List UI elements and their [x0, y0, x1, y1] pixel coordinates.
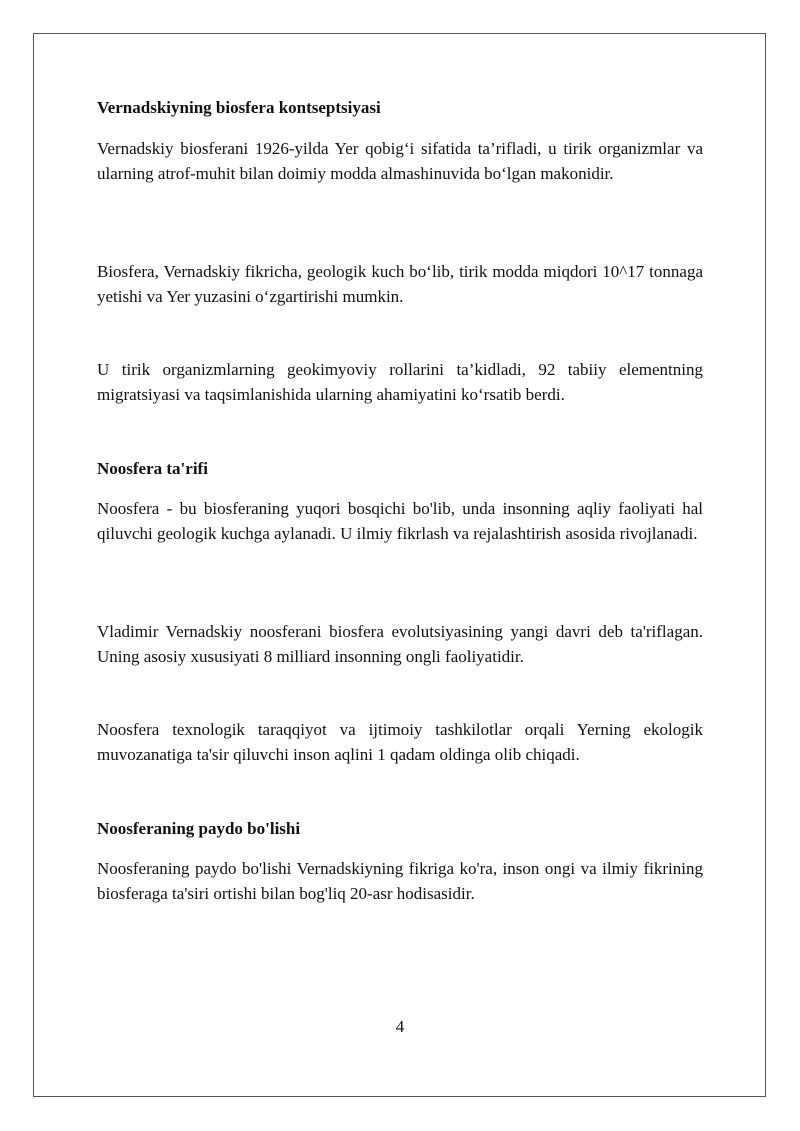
paragraph: U tirik organizmlarning geokimyoviy rollarini ta’kidladi, 92 tabiiy elementning migratsiyasi va taqsimlanishida ularning ahamiyatini ko‘rsatib berdi. [97, 360, 703, 404]
section-heading-noosferaning-paydo-bolishi: Noosferaning paydo bo'lishi [97, 819, 301, 838]
section-heading-biosfera-kontseptsiyasi: Vernadskiyning biosfera kontseptsiyasi [97, 98, 381, 117]
paragraph: Noosfera - bu biosferaning yuqori bosqichi bo'lib, unda insonning aqliy faoliyati hal qiluvchi geologik kuchga aylanadi. U ilmiy fikrlash va rejalashtirish asosida rivojlanadi. [97, 499, 703, 543]
paragraph: Vernadskiy biosferani 1926-yilda Yer qobig‘i sifatida ta’rifladi, u tirik organizmlar va ularning atrof-muhit bilan doimiy modda almashinuvida bo‘lgan makonidir. [97, 139, 703, 183]
paragraph: Noosfera texnologik taraqqiyot va ijtimoiy tashkilotlar orqali Yerning ekologik muvozanatiga ta'sir qiluvchi inson aqlini 1 qadam oldinga olib chiqadi. [97, 720, 703, 764]
page-number: 4 [395, 1017, 405, 1036]
page-border [33, 33, 766, 1097]
paragraph: Vladimir Vernadskiy noosferani biosfera evolutsiyasining yangi davri deb ta'riflagan. Uning asosiy xususiyati 8 milliard insonning ongli faoliyatidir. [97, 622, 703, 666]
paragraph: Biosfera, Vernadskiy fikricha, geologik kuch bo‘lib, tirik modda miqdori 10^17 tonnaga yetishi va Yer yuzasini o‘zgartirishi mumkin. [97, 262, 703, 306]
paragraph: Noosferaning paydo bo'lishi Vernadskiyning fikriga ko'ra, inson ongi va ilmiy fikrining biosferaga ta'siri ortishi bilan bog'liq 20-asr hodisasidir. [97, 859, 703, 903]
section-heading-noosfera-tarifi: Noosfera ta'rifi [97, 459, 208, 478]
